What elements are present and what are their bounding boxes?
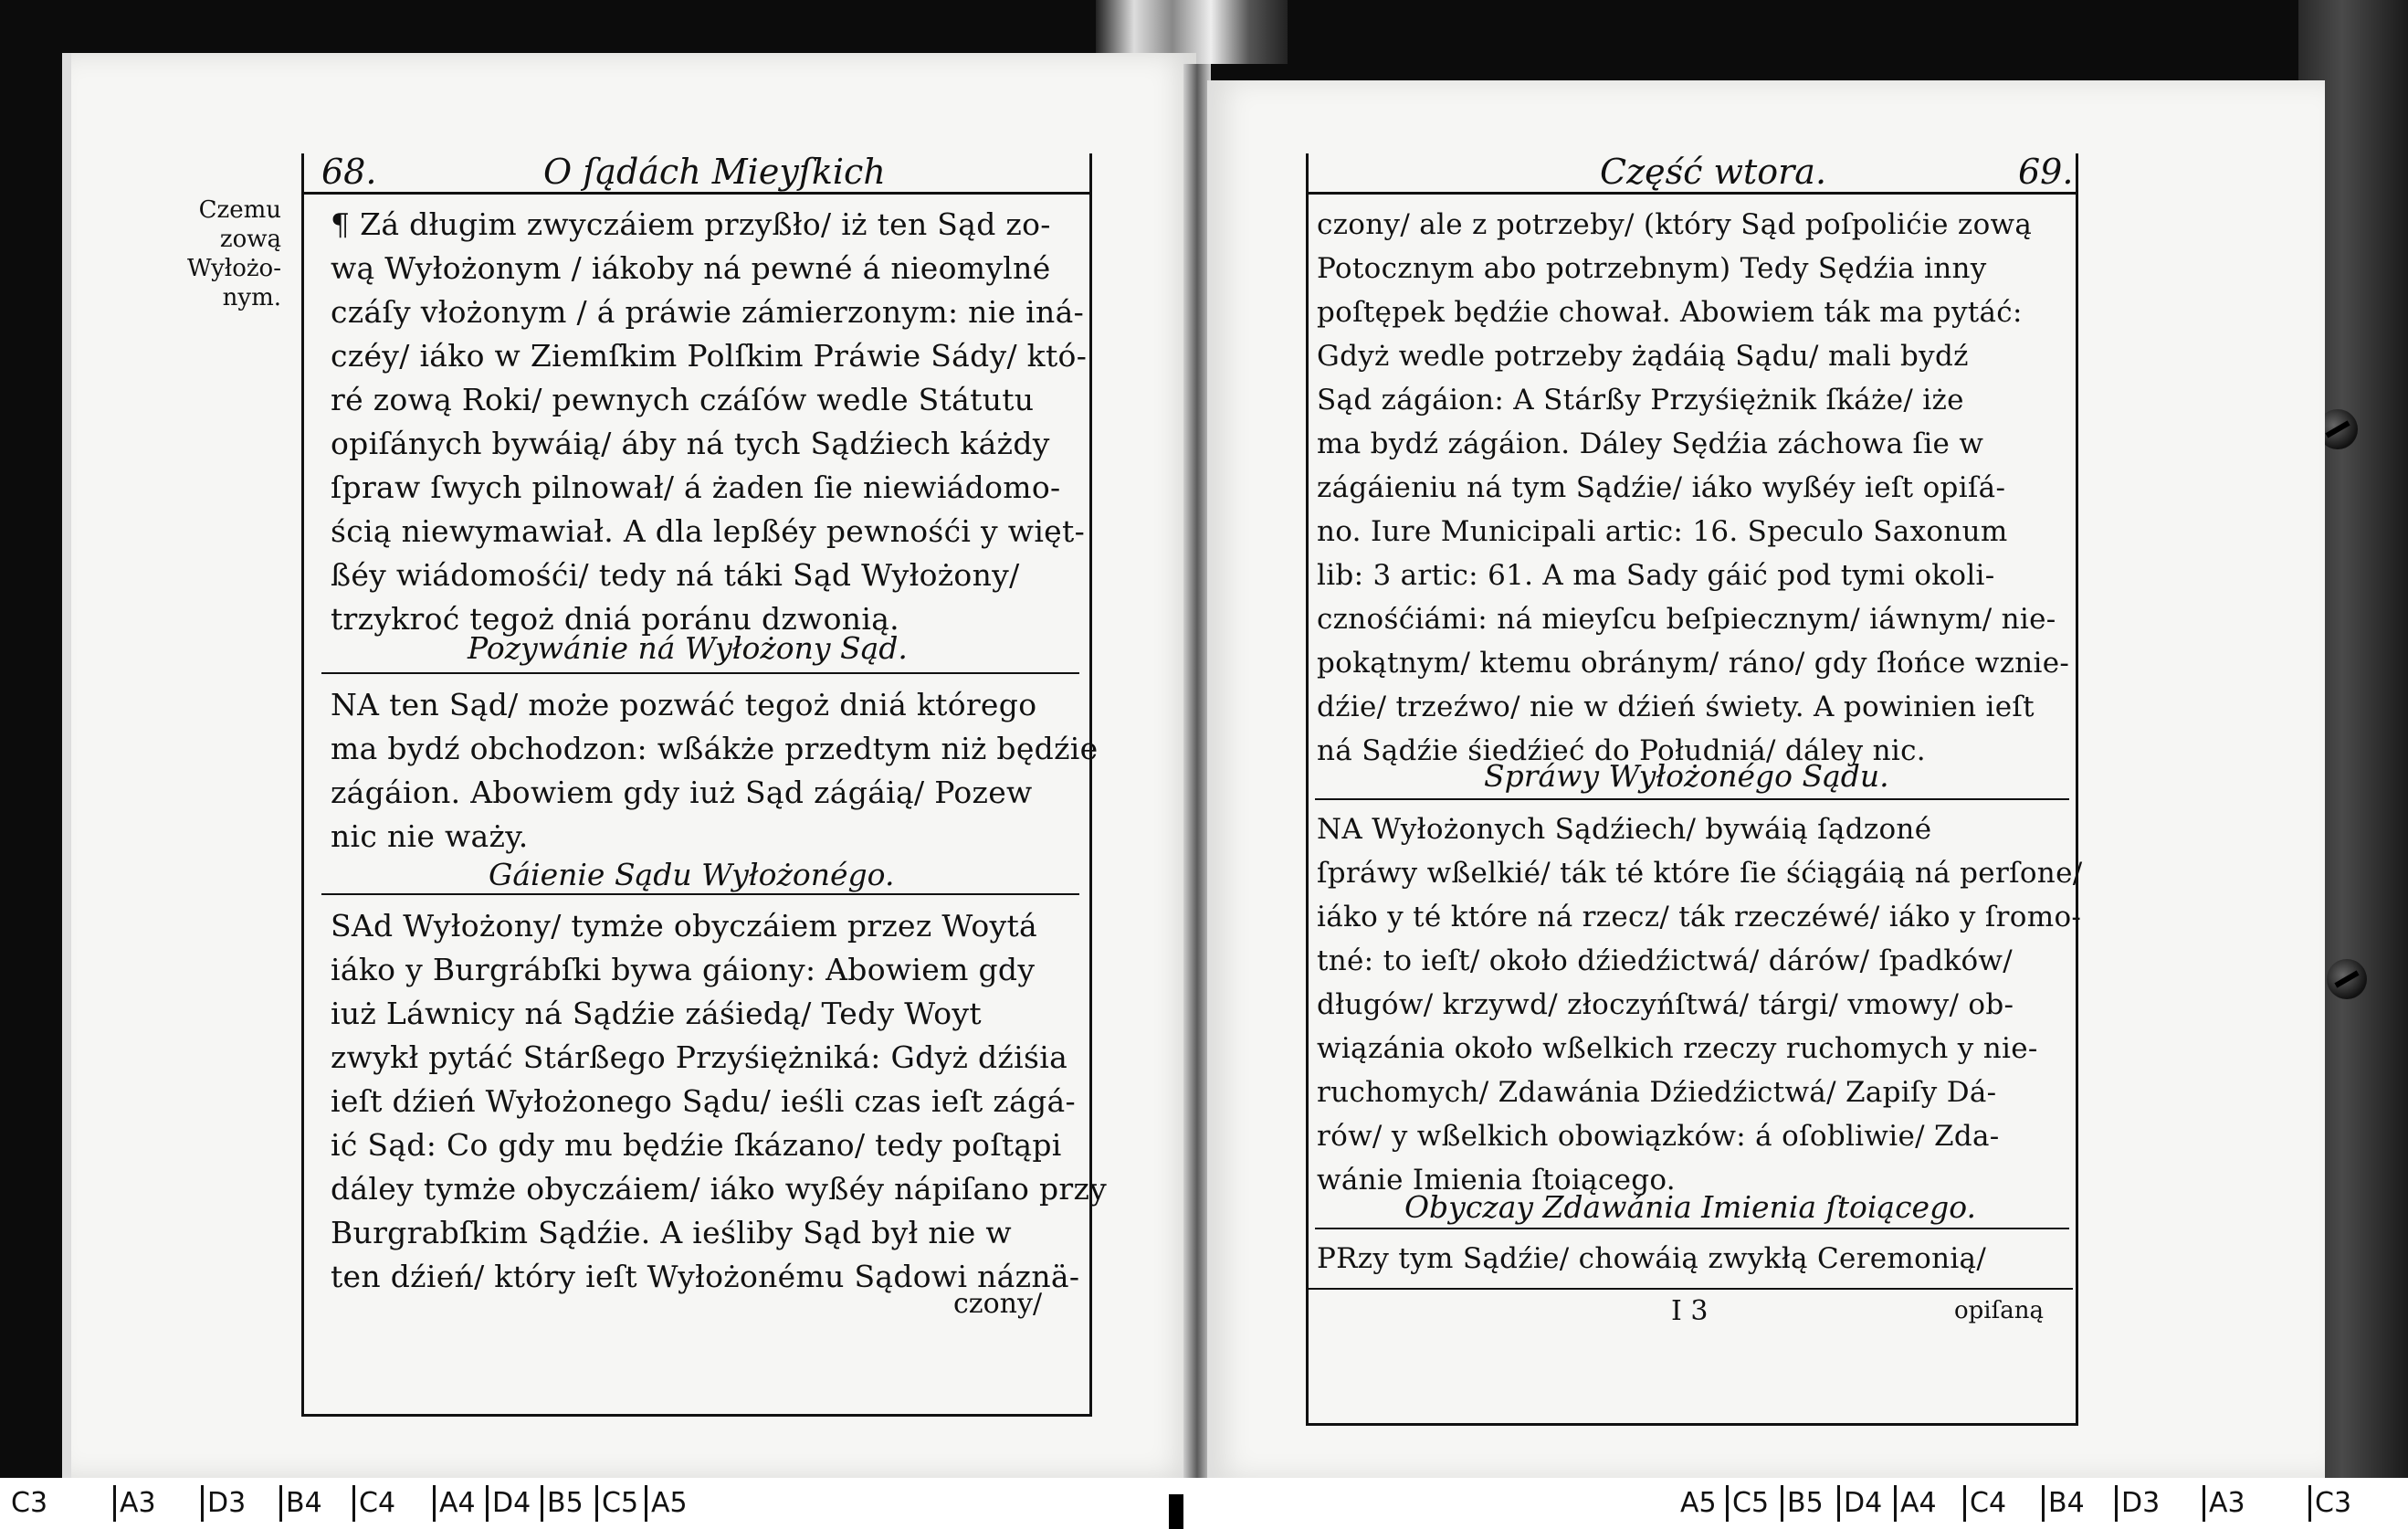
scale-label: C5: [1726, 1485, 1769, 1522]
left-heading-2-rule: [321, 893, 1079, 895]
text-line: zágáion. Abowiem gdy iuż Sąd zágáią/ Pozew: [331, 775, 1033, 810]
scale-label: B5: [1781, 1485, 1824, 1522]
text-line: dźie/ trzeźwo/ nie w dźień świety. A powinien ieſt: [1317, 691, 2035, 723]
right-heading-1-rule: [1315, 798, 2069, 800]
left-heading-2: Gáienie Sądu Wyłożonégo.: [489, 857, 895, 892]
text-line: pokątnym/ ktemu obránym/ ráno/ gdy ſłońce wznie-: [1317, 647, 2070, 680]
text-line: ſpraw ſwych pilnował/ á żaden ſie niewiádomo-: [331, 469, 1061, 505]
text-line: poſtępek będźie chował. Abowiem ták ma pytáć:: [1317, 296, 2023, 329]
right-paragraph-2: [1317, 807, 2082, 1202]
text-line: ścią niewymawiał. A dla lepßéy pewnośći y więt-: [331, 513, 1086, 549]
text-line: ieſt dźień Wyłożonego Sądu/ ieśli czas ieſt zágá-: [331, 1083, 1076, 1119]
text-line: dáley tymże obyczáiem/ iáko wyßéy nápiſano przy: [331, 1171, 1108, 1207]
scale-label: A3: [113, 1485, 156, 1522]
margin-note-line: Wyłożo-: [186, 255, 281, 282]
text-line: ma bydź zágáion. Dáley Sędźia záchowa ſie w: [1317, 427, 1984, 460]
text-line: SAd Wyłożony/ tymże obyczáiem przez Woytá: [331, 908, 1037, 944]
text-line: iáko y Burgrábſki bywa gáiony: Abowiem gdy: [331, 952, 1036, 987]
right-bottom-rule: [1306, 1288, 2073, 1290]
scale-label: C3: [11, 1487, 48, 1519]
text-line: ßéy wiádomośći/ tedy ná táki Sąd Wyłożony/: [331, 557, 1020, 593]
text-line: tné: to ieſt/ około dźiedźictwá/ dárów/ ſpadków/: [1317, 944, 2013, 977]
scale-label: D3: [2115, 1485, 2160, 1522]
scale-label: A5: [1680, 1487, 1717, 1519]
right-running-title: Część wtora.: [1600, 152, 1827, 192]
text-line: ná Sądźie śiedźieć do Południá/ dáley nic.: [1317, 734, 1926, 767]
text-line: ić Sąd: Co gdy mu będźie ſkázano/ tedy poſtąpi: [331, 1127, 1062, 1163]
text-line: ma bydź obchodzon: wßákże przedtym niż będźie: [331, 731, 1099, 766]
left-heading-1-rule: [321, 672, 1079, 674]
scale-label: A4: [433, 1485, 476, 1522]
left-page-number: 68.: [321, 152, 377, 192]
text-line: ré zową Roki/ pewnych czáſów wedle Státutu: [331, 382, 1035, 417]
text-line: PRzy tym Sądźie/ chowáią zwykłą Ceremonią/: [1317, 1242, 1987, 1275]
text-line: wiązánia około wßelkich rzeczy ruchomych y nie-: [1317, 1032, 2038, 1065]
text-line: czéy/ iáko w Ziemſkim Polſkim Práwie Sády/ któ-: [331, 338, 1088, 374]
text-line: czáſy vłożonym / á práwie zámierzonym: nie iná-: [331, 294, 1085, 330]
text-line: wánie Imienia ſtoiącego.: [1317, 1164, 1676, 1197]
text-line: no. Iure Municipali artic: 16. Speculo Saxonum: [1317, 515, 2008, 548]
scale-label: B4: [2042, 1485, 2085, 1522]
scale-label: B4: [279, 1485, 322, 1522]
scale-label: A4: [1894, 1485, 1937, 1522]
right-page-number: 69.: [2018, 152, 2074, 192]
text-line: Burgrabſkim Sądźie. A ieśliby Sąd był nie w: [331, 1215, 1012, 1250]
scale-label: A5: [645, 1485, 688, 1522]
margin-note-line: Czemu: [198, 196, 281, 224]
text-line: zágáieniu ná tym Sądźie/ iáko wyßéy ieſt opiſá-: [1317, 471, 2006, 504]
right-catchword: opiſaną: [1954, 1297, 2044, 1324]
left-heading-1: Pozywánie ná Wyłożony Sąd.: [468, 630, 908, 666]
text-line: ruchomych/ Zdawánia Dźiedźictwá/ Zapiſy Dá-: [1317, 1076, 1997, 1109]
center-registration-mark: [1169, 1494, 1183, 1529]
right-heading-2-rule: [1315, 1228, 2069, 1229]
text-line: rów/ y wßelkich obowiązków: á oſobliwie/ Zda-: [1317, 1120, 2000, 1153]
text-line: czony/ ale z potrzeby/ (który Sąd poſpolićie zową: [1317, 208, 2033, 241]
text-line: cznośćiámi: ná mieyſcu beſpiecznym/ iáwnym/ nie-: [1317, 603, 2056, 636]
text-line: Potocznym abo potrzebnym) Tedy Sędźia inny: [1317, 252, 1987, 285]
left-margin-note: [174, 195, 281, 312]
left-paragraph-1: [331, 203, 1088, 641]
text-line: zwykł pytáć Stárßego Przyśiężniká: Gdyż dźiśia: [331, 1039, 1068, 1075]
scale-label: C3: [2308, 1485, 2351, 1522]
right-heading-1: Spráwy Wyłożonégo Sądu.: [1484, 758, 1889, 794]
right-paragraph-1: [1317, 203, 2069, 773]
scale-label: C4: [352, 1485, 395, 1522]
scale-label: B5: [541, 1485, 584, 1522]
screw-bottom: [2327, 959, 2367, 999]
text-line: trzykroć tegoż dniá poránu dzwonią.: [331, 601, 899, 637]
text-line: długów/ krzywd/ złoczyńſtwá/ tárgi/ vmowy/ ob-: [1317, 988, 2014, 1021]
text-line: nic nie waży.: [331, 818, 529, 854]
right-paragraph-3: [1317, 1237, 1986, 1281]
right-heading-2: Obyczay Zdawánia Imienia ſtoiącego.: [1404, 1189, 1976, 1225]
text-line: Sąd zágáion: A Stárßy Przyśiężnik ſkáże/ iże: [1317, 384, 1964, 417]
right-signature-mark: I 3: [1671, 1295, 1709, 1327]
margin-note-line: nym.: [222, 284, 281, 311]
text-line: opiſánych bywáią/ áby ná tych Sądźiech káżdy: [331, 426, 1050, 461]
text-line: wą Wyłożonym / iákoby ná pewné á nieomylné: [331, 250, 1051, 286]
scale-label: D4: [1837, 1485, 1882, 1522]
text-line: ten dźień/ który ieſt Wyłożonému Sądowi náznä-: [331, 1259, 1080, 1294]
left-catchword: czony/: [953, 1288, 1043, 1320]
scale-label: D4: [486, 1485, 531, 1522]
scale-label: C5: [595, 1485, 638, 1522]
text-line: iáko y té które ná rzecz/ ták rzeczéwé/ iáko y ſromo-: [1317, 901, 2082, 933]
text-line: ſpráwy wßelkié/ ták té które ſie śćiągáią ná perſone/: [1317, 857, 2083, 890]
text-line: NA ten Sąd/ może pozwáć tegoż dniá którego: [331, 687, 1037, 722]
text-line: NA Wyłożonych Sądźiech/ bywáią ſądzoné: [1317, 813, 1932, 846]
left-paragraph-2: [331, 683, 1098, 859]
left-running-title: O ſądách Mieyſkich: [543, 152, 886, 192]
left-paragraph-3: [331, 904, 1107, 1299]
scale-label: A3: [2203, 1485, 2245, 1522]
text-line: Gdyż wedle potrzeby żądáią Sądu/ mali bydź: [1317, 340, 1969, 373]
text-line: iuż Láwnicy ná Sądźie záśiedą/ Tedy Woyt: [331, 996, 982, 1031]
text-line: ¶ Zá długim zwyczáiem przyßło/ iż ten Sąd zo-: [331, 206, 1051, 242]
text-line: lib: 3 artic: 61. A ma Sady gáić pod tymi okoli-: [1317, 559, 1995, 592]
scale-label: C4: [1963, 1485, 2006, 1522]
scale-label: D3: [201, 1485, 246, 1522]
margin-note-line: zową: [219, 226, 281, 253]
